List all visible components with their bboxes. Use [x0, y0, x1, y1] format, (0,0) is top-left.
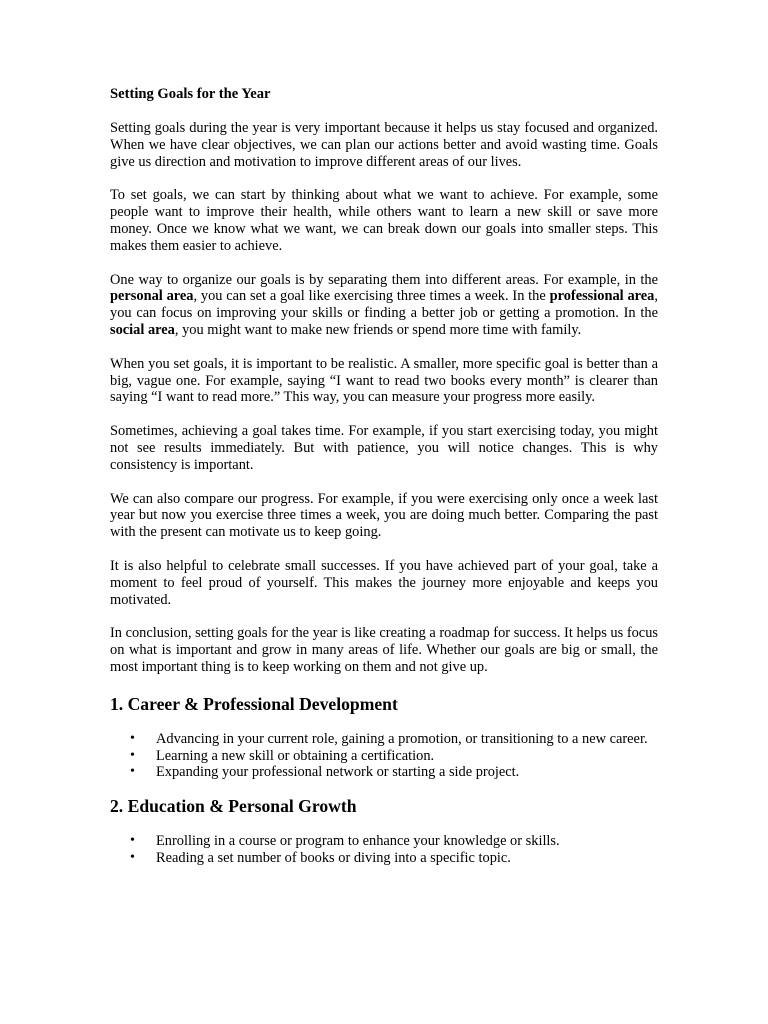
areas-text-1: One way to organize our goals is by separating them into different areas. For example, in the — [110, 271, 658, 288]
areas-text-4: , you might want to make new friends or spend more time with family. — [174, 321, 582, 338]
paragraph-patience: Sometimes, achieving a goal takes time. For example, if you start exercising today, you might not see results immediately. But with patience, you will notice changes. This is why consistency is important. — [110, 423, 658, 473]
list-item — [110, 764, 658, 781]
section-career — [110, 693, 658, 781]
list-item-text: Expanding your professional network or starting a side project. — [156, 764, 520, 781]
professional-area-bold: professional area — [549, 288, 655, 305]
bullet-list — [110, 731, 658, 781]
personal-area-bold: personal area — [110, 288, 194, 305]
bullet-list — [110, 833, 658, 867]
paragraph-areas — [110, 272, 658, 339]
list-item — [110, 731, 658, 748]
social-area-bold: social area — [110, 321, 175, 338]
section-education — [110, 795, 658, 867]
paragraph-realistic: When you set goals, it is important to be realistic. A smaller, more specific goal is better than a big, vague one. For example, saying “I want to read two books every month” is clearer than saying “I want to read more.” This way, you can measure your progress more easily. — [110, 355, 658, 406]
list-item — [110, 748, 658, 765]
list-item — [110, 850, 658, 867]
section-heading: 2. Education & Personal Growth — [110, 796, 357, 817]
areas-text-2: , you can set a goal like exercising three times a week. In the — [193, 288, 550, 305]
paragraph-compare-progress: We can also compare our progress. For example, if you were exercising only once a week last year but now you exercise three times a week, you are doing much better. Comparing the past with the present can motivate us to keep going. — [110, 490, 658, 541]
document-page — [110, 84, 658, 881]
list-item-text: Reading a set number of books or diving into a specific topic. — [156, 849, 511, 866]
section-heading: 1. Career & Professional Development — [110, 693, 398, 714]
paragraph-how-to-set: To set goals, we can start by thinking about what we want to achieve. For example, some people want to improve their health, while others want to learn a new skill or save more money. Once we know what we want, we can break down our goals into smaller steps. This makes them easier to achieve. — [110, 187, 658, 254]
list-item — [110, 833, 658, 850]
paragraph-conclusion: In conclusion, setting goals for the year is like creating a roadmap for success. It helps us focus on what is important and grow in many areas of life. Whether our goals are big or small, the most important thing is to keep working on them and not give up. — [110, 625, 658, 675]
bullet-icon: • — [130, 849, 135, 865]
bullet-icon: • — [130, 730, 135, 746]
document-title: Setting Goals for the Year — [110, 86, 271, 102]
list-item-text: Enrolling in a course or program to enhance your knowledge or skills. — [156, 833, 560, 850]
bullet-icon: • — [130, 747, 135, 763]
bullet-icon: • — [130, 833, 135, 849]
list-item-text: Advancing in your current role, gaining a promotion, or transitioning to a new career. — [156, 730, 648, 747]
paragraph-intro: Setting goals during the year is very important because it helps us stay focused and organized. When we have clear objectives, we can plan our actions better and avoid wasting time. Goals give us direction and motivation to improve different areas of our lives. — [110, 120, 658, 170]
paragraph-celebrate: It is also helpful to celebrate small successes. If you have achieved part of your goal, take a moment to feel proud of yourself. This makes the journey more enjoyable and keeps you motivated. — [110, 557, 658, 608]
areas-text-3: , you can focus on improving your skills or finding a better job or getting a promotion. In the — [110, 288, 658, 322]
bullet-icon: • — [130, 764, 135, 780]
list-item-text: Learning a new skill or obtaining a certification. — [156, 747, 435, 764]
